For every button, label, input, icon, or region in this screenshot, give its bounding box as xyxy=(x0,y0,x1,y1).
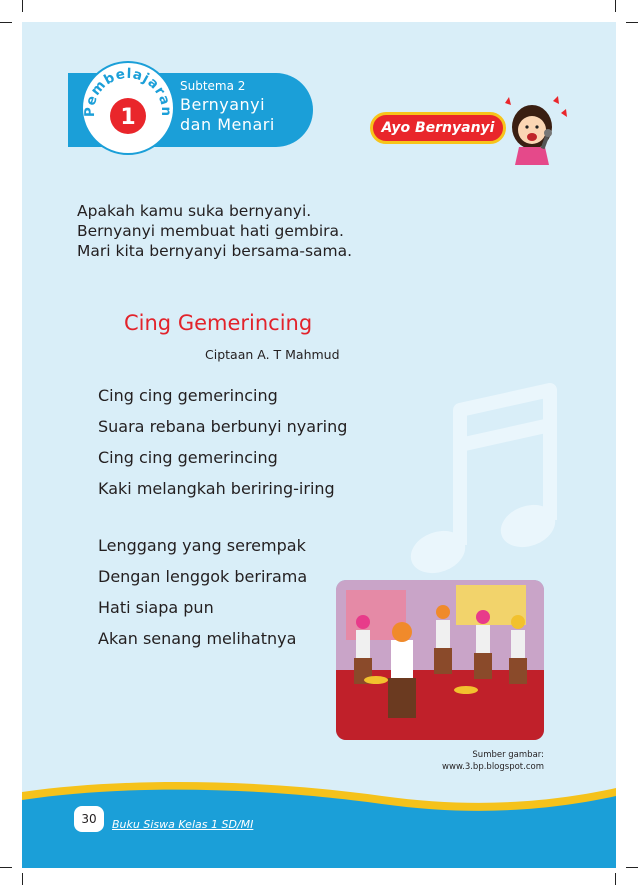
subtema-title xyxy=(180,95,275,135)
song-credit: Ciptaan A. T Mahmud xyxy=(205,347,340,362)
lyric-line: Dengan lenggok berirama xyxy=(98,567,308,586)
lyric-line: Akan senang melihatnya xyxy=(98,629,297,648)
lyrics-verse-2 xyxy=(98,530,307,654)
section-banner-label: Ayo Bernyanyi xyxy=(381,120,495,136)
subtema-label: Subtema 2 xyxy=(180,79,246,93)
lyric-line: Cing cing gemerincing xyxy=(98,386,278,405)
dancers-photo-illustration xyxy=(336,580,544,740)
crop-mark xyxy=(626,867,638,868)
book-title: Buku Siswa Kelas 1 SD/MI xyxy=(112,818,254,831)
intro-line: Apakah kamu suka bernyanyi. xyxy=(77,202,312,220)
intro-paragraph xyxy=(77,201,352,261)
lyric-line: Cing cing gemerincing xyxy=(98,448,278,467)
lyrics-verse-1 xyxy=(98,380,347,504)
photo-source xyxy=(442,749,544,773)
section-banner xyxy=(370,112,506,144)
badge-word: Pembelajaran xyxy=(81,65,175,118)
crop-mark xyxy=(615,873,616,885)
song-title: Cing Gemerincing xyxy=(124,311,313,335)
photo-source-label: Sumber gambar: xyxy=(472,750,544,760)
crop-mark xyxy=(0,867,12,868)
intro-line: Mari kita bernyanyi bersama-sama. xyxy=(77,242,353,260)
subtema-title-line2: dan Menari xyxy=(180,115,275,134)
crop-mark xyxy=(22,0,23,12)
badge-number: 1 xyxy=(120,105,136,130)
pembelajaran-badge xyxy=(80,60,176,156)
music-note-icon xyxy=(400,370,570,600)
lyric-line: Suara rebana berbunyi nyaring xyxy=(98,417,348,436)
subtema-title-line1: Bernyanyi xyxy=(180,95,266,114)
singing-girl-icon xyxy=(495,95,570,165)
dancers-photo xyxy=(336,580,544,740)
crop-mark xyxy=(626,22,638,23)
page-number: 30 xyxy=(74,806,104,832)
crop-mark xyxy=(0,22,12,23)
crop-mark xyxy=(22,873,23,885)
lyric-line: Hati siapa pun xyxy=(98,598,214,617)
lyric-line: Lenggang yang serempak xyxy=(98,536,306,555)
photo-source-url: www.3.bp.blogspot.com xyxy=(442,762,544,772)
intro-line: Bernyanyi membuat hati gembira. xyxy=(77,222,344,240)
lyric-line: Kaki melangkah beriring-iring xyxy=(98,479,335,498)
crop-mark xyxy=(615,0,616,12)
